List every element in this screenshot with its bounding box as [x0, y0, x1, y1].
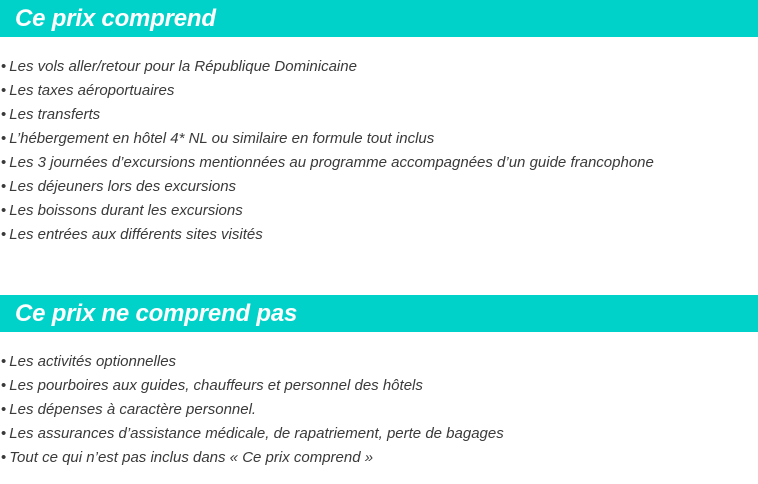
- list-item-text: Tout ce qui n’est pas inclus dans « Ce prix comprend »: [9, 449, 374, 466]
- list-item-text: Les vols aller/retour pour la République Dominicaine: [9, 58, 357, 75]
- list-item: [0, 199, 758, 223]
- excluded-section: [0, 295, 758, 470]
- list-item: [0, 446, 758, 470]
- excluded-list: [0, 332, 758, 470]
- bullet-icon: •: [1, 377, 7, 394]
- bullet-icon: •: [1, 425, 7, 442]
- excluded-title: Ce prix ne comprend pas: [15, 299, 298, 327]
- bullet-icon: •: [1, 226, 7, 243]
- list-item: [0, 55, 758, 79]
- included-list: [0, 37, 758, 247]
- excluded-header: [0, 295, 758, 332]
- list-item-text: Les dépenses à caractère personnel.: [9, 401, 257, 418]
- list-item: [0, 350, 758, 374]
- list-item: [0, 398, 758, 422]
- included-title: Ce prix comprend: [15, 4, 216, 32]
- list-item-text: L’hébergement en hôtel 4* NL ou similaire en formule tout inclus: [9, 130, 435, 147]
- bullet-icon: •: [1, 82, 7, 99]
- list-item-text: Les transferts: [9, 106, 101, 123]
- bullet-icon: •: [1, 202, 7, 219]
- list-item-text: Les déjeuners lors des excursions: [9, 178, 237, 195]
- list-item-text: Les activités optionnelles: [9, 353, 177, 370]
- list-item: [0, 422, 758, 446]
- list-item: [0, 79, 758, 103]
- list-item-text: Les pourboires aux guides, chauffeurs et personnel des hôtels: [9, 377, 423, 394]
- bullet-icon: •: [1, 449, 7, 466]
- list-item-text: Les assurances d’assistance médicale, de rapatriement, perte de bagages: [9, 425, 504, 442]
- bullet-icon: •: [1, 58, 7, 75]
- included-header: [0, 0, 758, 37]
- list-item: [0, 103, 758, 127]
- bullet-icon: •: [1, 178, 7, 195]
- bullet-icon: •: [1, 106, 7, 123]
- list-item-text: Les boissons durant les excursions: [9, 202, 243, 219]
- list-item-text: Les taxes aéroportuaires: [9, 82, 175, 99]
- list-item: [0, 374, 758, 398]
- bullet-icon: •: [1, 130, 7, 147]
- list-item: [0, 127, 758, 151]
- list-item-text: Les entrées aux différents sites visités: [9, 226, 263, 243]
- bullet-icon: •: [1, 353, 7, 370]
- bullet-icon: •: [1, 154, 7, 171]
- list-item: [0, 223, 758, 247]
- list-item: [0, 151, 758, 175]
- list-item: [0, 175, 758, 199]
- bullet-icon: •: [1, 401, 7, 418]
- list-item-text: Les 3 journées d’excursions mentionnées au programme accompagnées d’un guide francophone: [9, 154, 654, 171]
